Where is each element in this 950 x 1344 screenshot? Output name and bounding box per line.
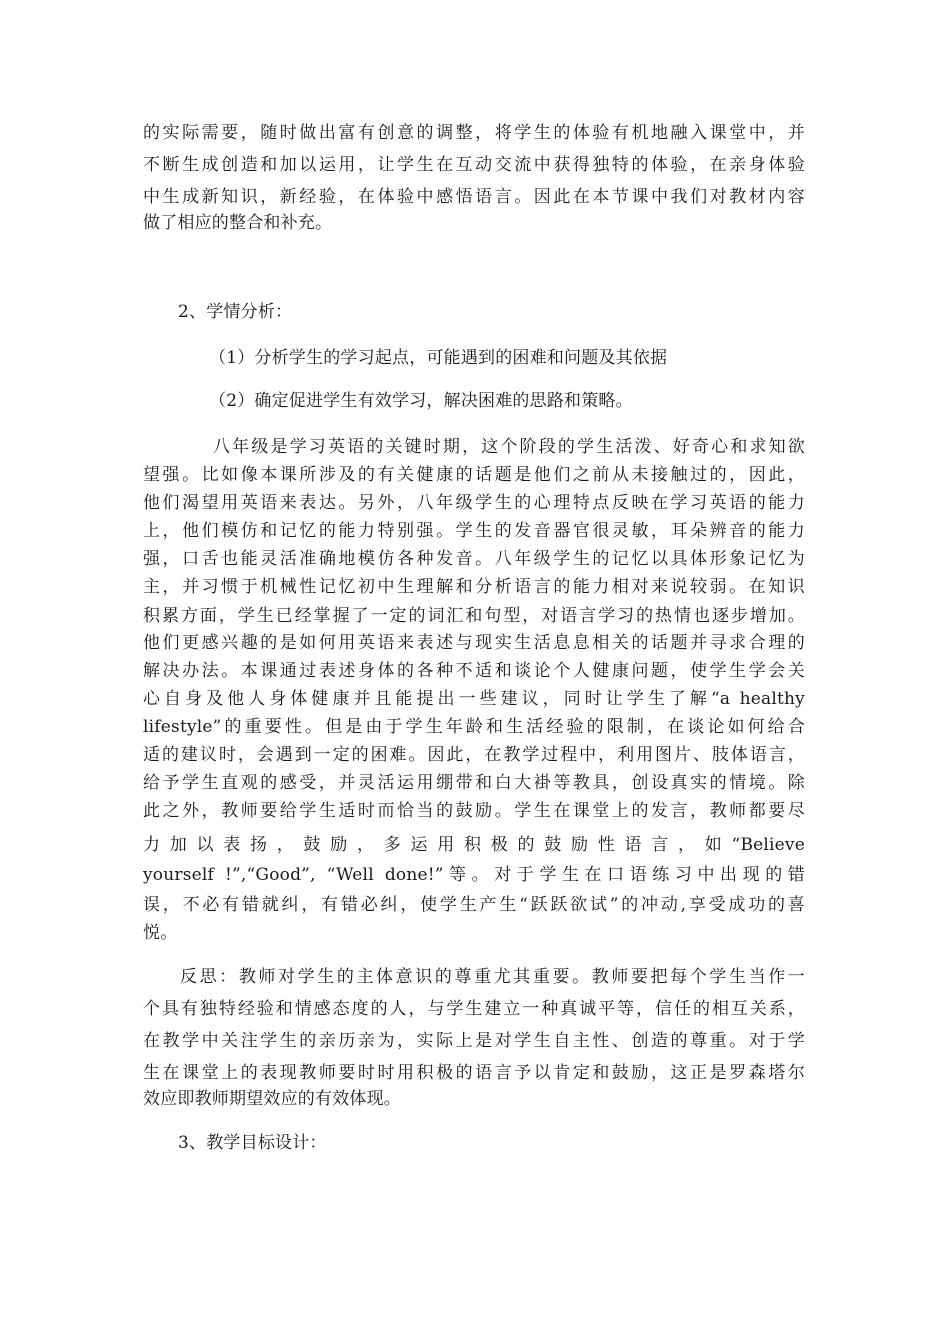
analysis-line-5: 强，口舌也能灵活准确地模仿各种发音。八年级学生的记忆以具体形象记忆为 <box>143 549 805 569</box>
analysis-line-16: yourself !”,“Good”, “Well done!”等。对于学生在口语练习中出现的错 <box>143 865 805 885</box>
analysis-line-11: lifestyle”的重要性。但是由于学生年龄和生活经验的限制，在谈论如何给合 <box>143 717 805 737</box>
intro-line-1: 的实际需要，随时做出富有创意的调整，将学生的体验有机地融入课堂中，并 <box>143 123 805 143</box>
analysis-line-4: 上，他们模仿和记忆的能力特别强。学生的发音器官很灵敏，耳朵辨音的能力 <box>143 521 805 541</box>
intro-line-3: 中生成新知识，新经验，在体验中感悟语言。因此在本节课中我们对教材内容 <box>143 187 805 207</box>
reflection-line-3: 在教学中关注学生的亲历亲为，实际上是对学生自主性、创造的尊重。对于学 <box>143 1031 805 1051</box>
analysis-line-13: 给予学生直观的感受，并灵活运用绷带和白大褂等教具，创设真实的情境。除 <box>143 773 805 793</box>
analysis-line-7: 积累方面，学生已经掌握了一定的词汇和句型，对语言学习的热情也逐步增加。 <box>143 606 805 626</box>
analysis-line-18: 悦。 <box>143 923 178 943</box>
section-2-heading: 2、学情分析： <box>178 302 293 322</box>
section-3-heading: 3、教学目标设计： <box>178 1133 327 1153</box>
reflection-line-1: 反思：教师对学生的主体意识的尊重尤其重要。教师要把每个学生当作一 <box>180 967 805 987</box>
analysis-line-9: 解决办法。本课通过表述身体的各种不适和谈论个人健康问题，使学生学会关 <box>143 661 805 681</box>
analysis-line-14: 此之外，教师要给学生适时而恰当的鼓励。学生在课堂上的发言，教师都要尽 <box>143 801 805 821</box>
section-2-item-2: （2）确定促进学生有效学习，解决困难的思路和策略。 <box>209 391 633 411</box>
analysis-line-3: 他们渴望用英语来表达。另外，八年级学生的心理特点反映在学习英语的能力 <box>143 493 805 513</box>
analysis-line-1: 八年级是学习英语的关键时期，这个阶段的学生活泼、好奇心和求知欲 <box>213 437 805 457</box>
analysis-line-6: 主，并习惯于机械性记忆初中生理解和分析语言的能力相对来说较弱。在知识 <box>143 577 805 597</box>
analysis-line-12: 适的建议时，会遇到一定的困难。因此，在教学过程中，利用图片、肢体语言， <box>143 745 805 765</box>
reflection-line-5: 效应即教师期望效应的有效体现。 <box>143 1089 401 1109</box>
reflection-line-4: 生在课堂上的表现教师要时时用积极的语言予以肯定和鼓励，这正是罗森塔尔 <box>143 1063 805 1083</box>
reflection-line-2: 个具有独特经验和情感态度的人，与学生建立一种真诚平等，信任的相互关系， <box>143 999 805 1019</box>
analysis-line-15: 力加以表扬，鼓励，多运用积极的鼓励性语言，如“Believe <box>143 835 805 855</box>
analysis-line-2: 望强。比如像本课所涉及的有关健康的话题是他们之前从未接触过的，因此， <box>143 465 805 485</box>
analysis-line-10: 心自身及他人身体健康并且能提出一些建议，同时让学生了解“a healthy <box>143 689 805 709</box>
section-2-item-1: （1）分析学生的学习起点，可能遇到的困难和问题及其依据 <box>209 348 668 368</box>
analysis-line-17: 误，不必有错就纠，有错必纠，使学生产生“跃跃欲试”的冲动,享受成功的喜 <box>143 895 805 915</box>
intro-line-2: 不断生成创造和加以运用，让学生在互动交流中获得独特的体验，在亲身体验 <box>143 155 805 175</box>
analysis-line-8: 他们更感兴趣的是如何用英语来表述与现实生活息息相关的话题并寻求合理的 <box>143 633 805 653</box>
intro-line-4: 做了相应的整合和补充。 <box>143 213 333 233</box>
